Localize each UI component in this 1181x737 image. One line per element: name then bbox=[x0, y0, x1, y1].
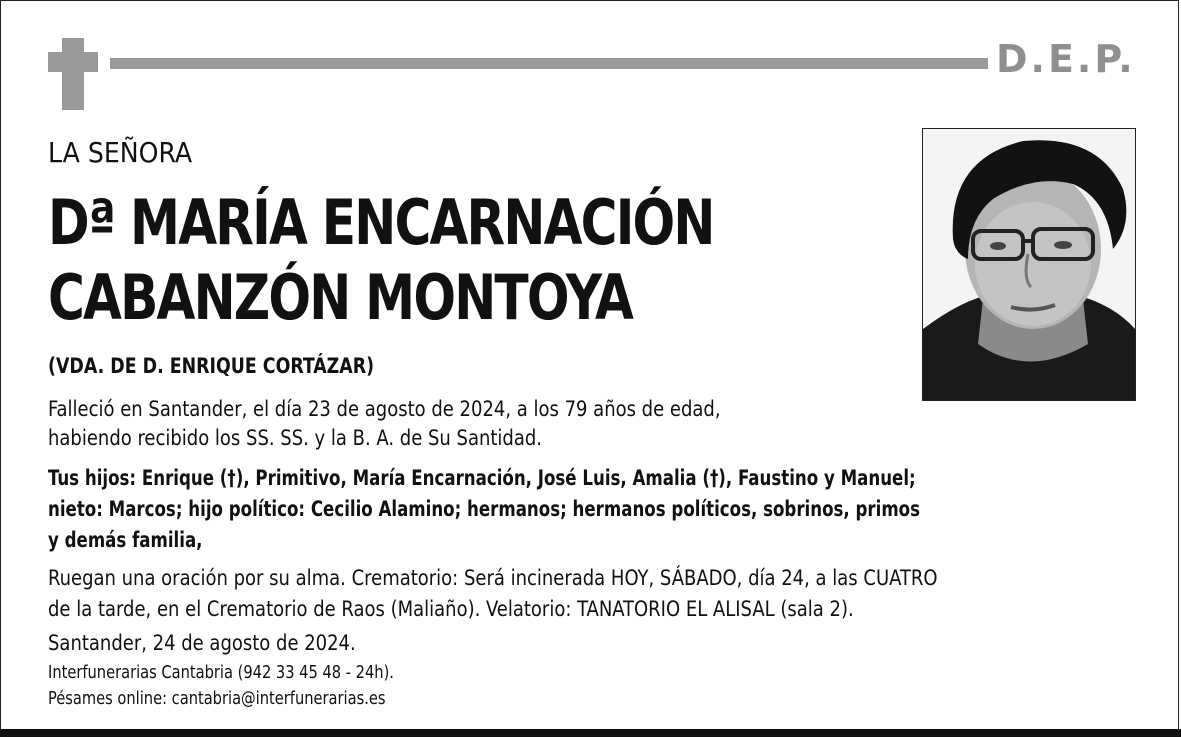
cross-icon-arm bbox=[48, 52, 98, 72]
widow-of: (VDA. DE D. ENRIQUE CORTÁZAR) bbox=[48, 354, 375, 378]
title-prefix: LA SEÑORA bbox=[48, 136, 193, 169]
portrait-image bbox=[923, 129, 1135, 400]
cross-icon bbox=[62, 38, 84, 110]
death-notice bbox=[48, 395, 721, 453]
family-line: y demás familia, bbox=[48, 528, 203, 553]
deceased-name-line1: Dª MARÍA ENCARNACIÓN bbox=[48, 186, 714, 259]
ceremony-line: de la tarde, en el Crematorio de Raos (Maliaño). Velatorio: TANATORIO EL ALISAL (sala 2). bbox=[48, 597, 854, 622]
deceased-name-line2: CABANZÓN MONTOYA bbox=[48, 261, 633, 334]
dep-mark: D.E.P. bbox=[996, 37, 1136, 81]
header-rule bbox=[110, 58, 988, 69]
place-date: Santander, 24 de agosto de 2024. bbox=[48, 631, 356, 656]
bottom-border bbox=[0, 729, 1181, 737]
death-notice-line: Falleció en Santander, el día 23 de agosto de 2024, a los 79 años de edad, bbox=[48, 397, 721, 422]
funeral-home: Interfunerarias Cantabria (942 33 45 48 - 24h). bbox=[48, 663, 394, 683]
family-line: nieto: Marcos; hijo político: Cecilio Alamino; hermanos; hermanos políticos, sobrinos, primos bbox=[48, 497, 921, 522]
portrait-photo bbox=[922, 128, 1136, 401]
ceremony-info bbox=[48, 563, 938, 625]
condolences-email: Pésames online: cantabria@interfunerarias.es bbox=[48, 689, 386, 709]
death-notice-line: habiendo recibido los SS. SS. y la B. A. de Su Santidad. bbox=[48, 426, 543, 451]
ceremony-line: Ruegan una oración por su alma. Crematorio: Será incinerada HOY, SÁBADO, día 24, a las CUATRO bbox=[48, 566, 938, 591]
family-line: Tus hijos: Enrique (†), Primitivo, María Encarnación, José Luis, Amalia (†), Faustino y Manuel; bbox=[48, 466, 916, 491]
family-list bbox=[48, 463, 920, 556]
